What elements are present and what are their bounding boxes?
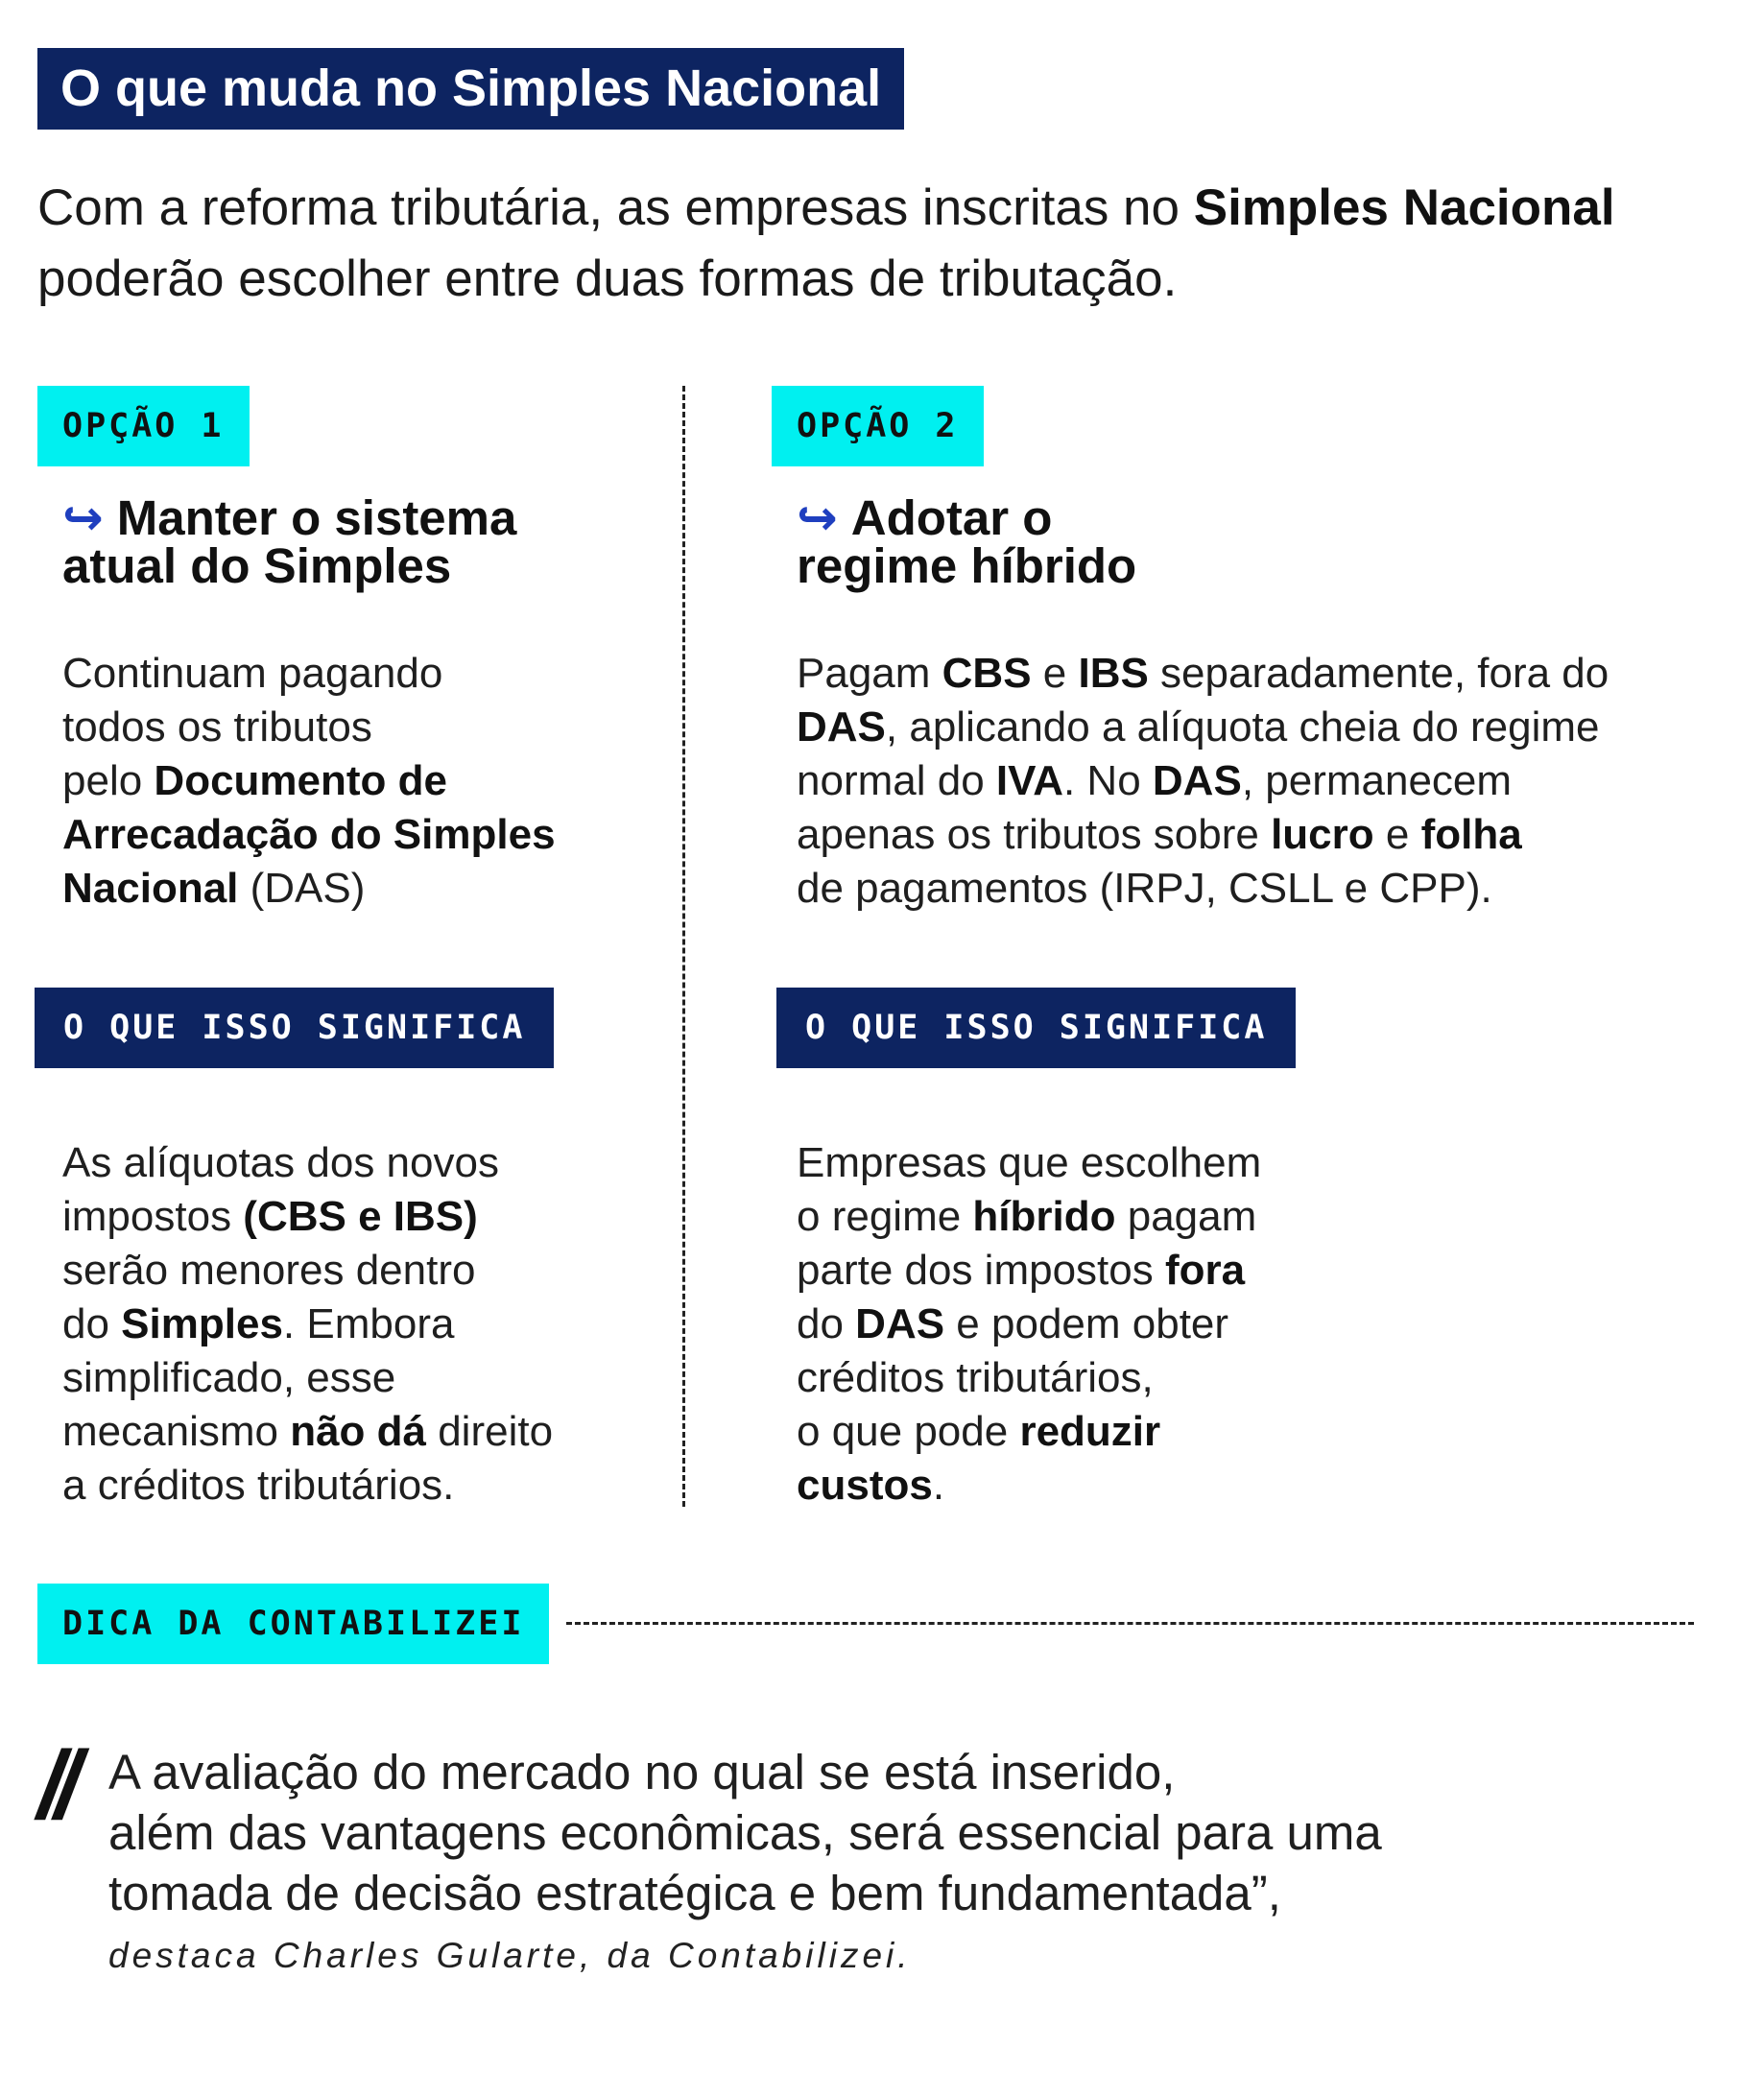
option2-description: [797, 647, 1708, 916]
text-line: e podem obter: [944, 1300, 1229, 1347]
text-line: pelo: [62, 757, 155, 804]
text-line: todos os tributos: [62, 703, 372, 751]
text-line: do: [62, 1300, 122, 1347]
text-line: . Embora: [282, 1300, 455, 1347]
text-line: , permanecem: [1241, 757, 1513, 804]
bold-text: DAS: [797, 703, 886, 751]
text-line: Pagam: [797, 650, 942, 697]
intro-text-2: poderão escolher entre duas formas de tributação.: [37, 250, 1178, 307]
horizontal-dashed-divider: [566, 1622, 1694, 1625]
intro-paragraph: [37, 173, 1727, 315]
text-line: As alíquotas dos novos: [62, 1139, 499, 1186]
text-line: mecanismo: [62, 1408, 291, 1455]
bold-text: DAS: [1152, 757, 1242, 804]
text-line: simplificado, esse: [62, 1354, 396, 1401]
text-line: parte dos impostos: [797, 1247, 1165, 1294]
option2-heading-line2: regime híbrido: [797, 538, 1137, 593]
option1-meaning-tag: O QUE ISSO SIGNIFICA: [35, 988, 554, 1068]
text-line: (DAS): [238, 865, 366, 912]
vertical-dashed-divider: [682, 386, 685, 1507]
text-line: de pagamentos (IRPJ, CSLL e CPP).: [797, 865, 1492, 912]
text-line: normal do: [797, 757, 996, 804]
option2-tag: OPÇÃO 2: [772, 386, 984, 466]
text-line: direito: [425, 1408, 554, 1455]
bold-text: Documento de: [154, 757, 447, 804]
text-line: impostos: [62, 1193, 244, 1240]
quote-line: tomada de decisão estratégica e bem fundamentada”,: [108, 1866, 1281, 1920]
tip-quote: [108, 1742, 1692, 1923]
option1-heading-line2: atual do Simples: [62, 538, 452, 593]
option2-meaning-tag: O QUE ISSO SIGNIFICA: [776, 988, 1296, 1068]
text-line: a créditos tributários.: [62, 1462, 455, 1509]
page-title: O que muda no Simples Nacional: [37, 48, 904, 130]
bold-text: folha: [1420, 811, 1522, 858]
text-line: separadamente, fora do: [1148, 650, 1609, 697]
bold-text: lucro: [1271, 811, 1374, 858]
bold-text: Simples: [121, 1300, 283, 1347]
bold-text: IBS: [1078, 650, 1149, 697]
option2-heading: [797, 490, 1392, 593]
option1-heading: [62, 490, 657, 593]
bold-text: Arrecadação do Simples: [62, 811, 556, 858]
text-line: Continuam pagando: [62, 650, 443, 697]
text-line: apenas os tributos sobre: [797, 811, 1272, 858]
text-line: . No: [1062, 757, 1153, 804]
text-line: Empresas que escolhem: [797, 1139, 1262, 1186]
text-line: e: [1373, 811, 1421, 858]
bold-text: CBS: [942, 650, 1032, 697]
quote-attribution: destaca Charles Gularte, da Contabilizei.: [108, 1936, 912, 1975]
option2-meaning: [797, 1136, 1660, 1513]
text-line: o que pode: [797, 1408, 1020, 1455]
quote-line: A avaliação do mercado no qual se está inserido,: [108, 1745, 1176, 1799]
bold-text: (CBS e IBS): [243, 1193, 478, 1240]
option1-meaning: [62, 1136, 657, 1513]
return-arrow-icon: ↪: [62, 490, 104, 545]
intro-bold: Simples Nacional: [1193, 179, 1615, 236]
bold-text: custos: [797, 1462, 933, 1509]
bold-text: Nacional: [62, 865, 239, 912]
bold-text: fora: [1164, 1247, 1246, 1294]
intro-text: Com a reforma tributária, as empresas inscritas no: [37, 179, 1194, 236]
bold-text: reduzir: [1019, 1408, 1161, 1455]
bold-text: híbrido: [972, 1193, 1116, 1240]
text-line: pagam: [1115, 1193, 1257, 1240]
option2-heading-line1: Adotar o: [850, 490, 1053, 545]
tip-tag: DICA DA CONTABILIZEI: [37, 1584, 549, 1664]
text-line: serão menores dentro: [62, 1247, 476, 1294]
text-line: o regime: [797, 1193, 973, 1240]
quote-mark-icon: //: [37, 1731, 72, 1839]
text-line: créditos tributários,: [797, 1354, 1154, 1401]
text-line: do: [797, 1300, 856, 1347]
option1-tag: OPÇÃO 1: [37, 386, 250, 466]
return-arrow-icon: ↪: [797, 490, 838, 545]
option1-heading-line1: Manter o sistema: [116, 490, 517, 545]
text-line: , aplicando a alíquota cheia do regime: [885, 703, 1600, 751]
bold-text: DAS: [855, 1300, 945, 1347]
quote-line: além das vantagens econômicas, será essencial para uma: [108, 1805, 1382, 1860]
text-line: .: [932, 1462, 945, 1509]
option1-description: [62, 647, 657, 916]
bold-text: IVA: [995, 757, 1063, 804]
bold-text: não dá: [290, 1408, 426, 1455]
text-line: e: [1031, 650, 1079, 697]
